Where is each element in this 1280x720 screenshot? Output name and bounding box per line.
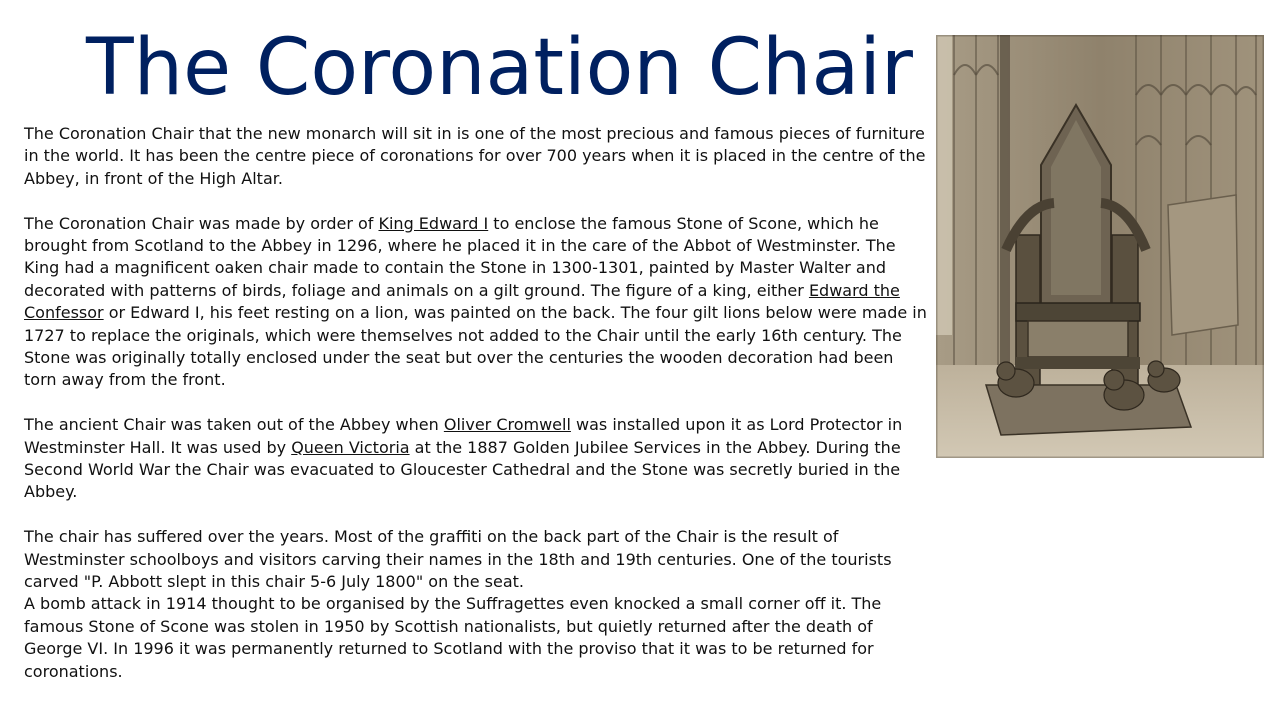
coronation-chair-photo (936, 35, 1264, 458)
page-title: The Coronation Chair (86, 23, 913, 113)
paragraph-uses-text-a: The ancient Chair was taken out of the Abbey when (24, 415, 444, 435)
paragraph-intro-text: The Coronation Chair that the new monarch will sit in is one of the most precious and famous pieces of furniture in the world. It has been the centre piece of coronations for over 700 years when it is placed in the centre of the Abbey, in front of the High Altar. (24, 124, 926, 188)
link-edward-the-confessor[interactable]: Edward the Confessor (24, 280, 900, 323)
coronation-chair-illustration (936, 35, 1264, 458)
paragraph-history-text-a: The Coronation Chair was made by order of (24, 213, 379, 233)
link-oliver-cromwell[interactable]: Oliver Cromwell (443, 415, 571, 435)
paragraph-damage-text: A bomb attack in 1914 thought to be organised by the Suffragettes even knocked a small corner off it. The famous Stone of Scone was stolen in 1950 by Scottish nationalists, but quietly returned after the death of George VI. In 1996 it was permanently returned to Scotland with the proviso that it was to be returned for coronations. (24, 594, 882, 681)
paragraph-uses-text-c: at the 1887 Golden Jubilee Services in the Abbey. During the Second World War the Chair was evacuated to Gloucester Cathedral and the Stone was secretly buried in the Abbey. (24, 437, 901, 502)
paragraph-intro (24, 123, 929, 190)
paragraph-uses-text-b: was installed upon it as Lord Protector in Westminster Hall. It was used by (24, 415, 903, 457)
link-king-edward-i[interactable]: King Edward I (378, 213, 489, 233)
paragraph-graffiti-text: The chair has suffered over the years. Most of the graffiti on the back part of the Chair is the result of Westminster schoolboys and visitors carving their names in the 18th and 19th centuries. One of the tourists carved "P. Abbott slept in this chair 5-6 July 1800" on the seat. (24, 527, 892, 592)
article-body (24, 123, 929, 683)
paragraph-history-text-b: to enclose the famous Stone of Scone, which he brought from Scotland to the Abbey in 1296, where he placed it in the care of the Abbot of Westminster. The King had a magnificent oaken chair made to contain the Stone in 1300-1301, painted by Master Walter and decorated with patterns of birds, foliage and animals on a gilt ground. The figure of a king, either (24, 213, 896, 300)
paragraph-graffiti (24, 526, 929, 593)
paragraph-history-text-c: or Edward I, his feet resting on a lion, was painted on the back. The four gilt lions below were made in 1727 to replace the originals, which were themselves not added to the Chair until the early 16th century. The Stone was originally totally enclosed under the seat but over the centuries the wooden decoration had been torn away from the front. (24, 303, 927, 390)
link-queen-victoria[interactable]: Queen Victoria (291, 437, 410, 457)
paragraph-damage (24, 593, 929, 683)
paragraph-uses (24, 414, 929, 504)
paragraph-history (24, 213, 929, 392)
